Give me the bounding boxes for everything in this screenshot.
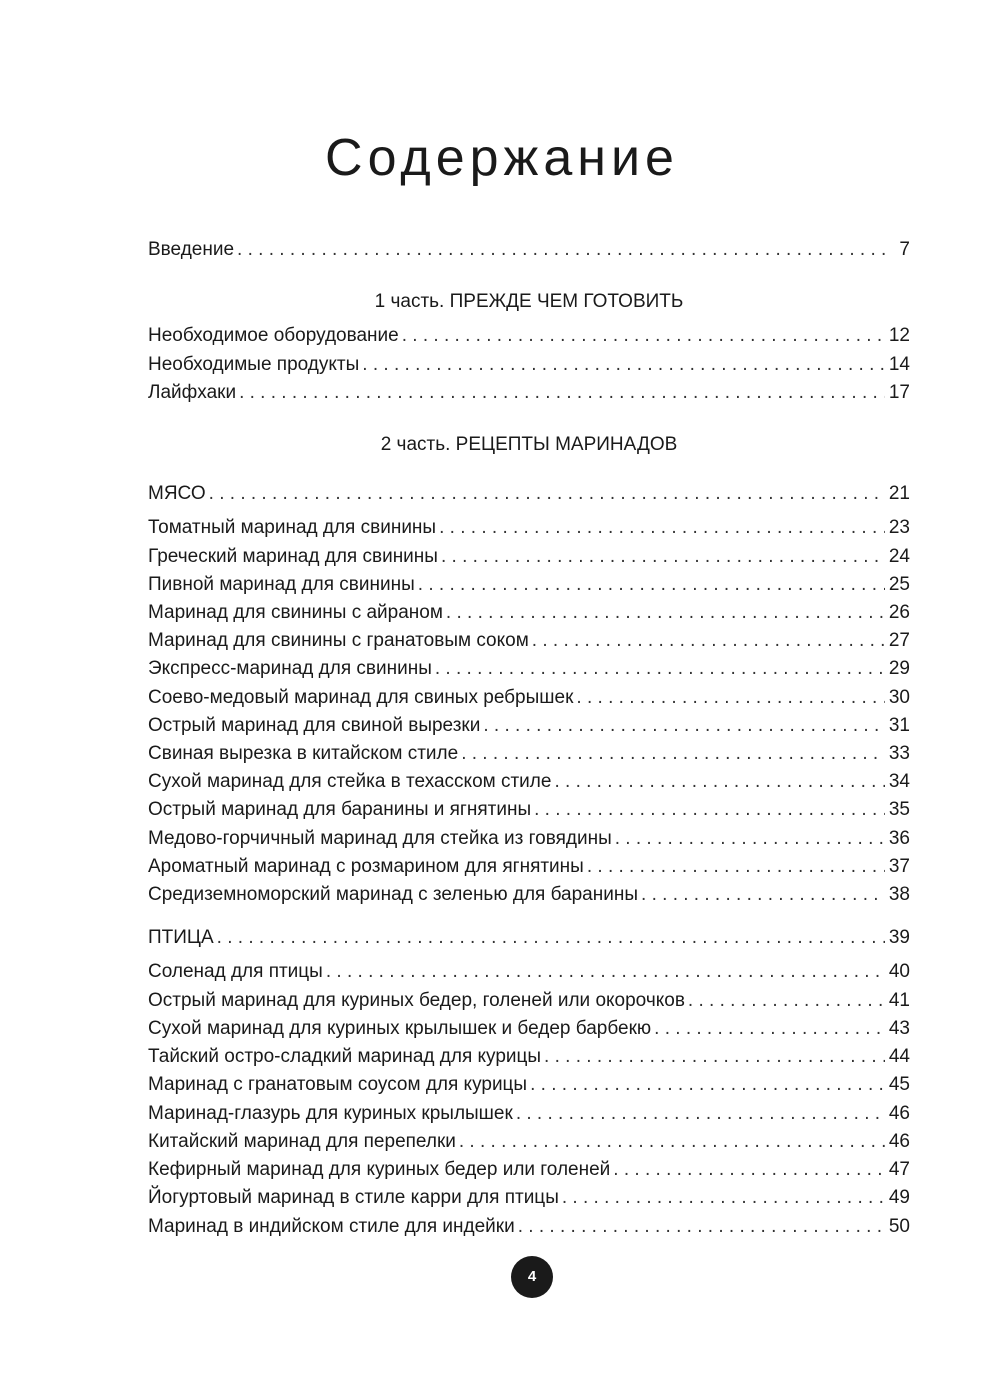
toc-entry-page: 46	[888, 1131, 910, 1152]
toc-entry-page: 47	[888, 1159, 910, 1180]
toc-entry-page: 50	[888, 1216, 910, 1237]
dot-leader	[641, 882, 885, 908]
toc-entry-title: Тайский остро-сладкий маринад для курицы	[148, 1046, 542, 1067]
toc-entry-title: Лайфхаки	[148, 382, 237, 403]
toc-entry-title: Острый маринад для куриных бедер, голеней или окорочков	[148, 990, 685, 1011]
toc-entry	[148, 544, 910, 570]
toc-entry	[148, 854, 910, 880]
toc-entry-title: Маринад в индийском стиле для индейки	[148, 1216, 515, 1237]
toc-entry-page: 45	[888, 1074, 910, 1095]
page-title: Содержание	[325, 129, 679, 187]
toc-entry	[148, 769, 910, 795]
toc-entry	[148, 959, 910, 985]
toc-entry	[148, 323, 910, 349]
toc-entry-page: 14	[888, 354, 910, 375]
dot-leader	[402, 323, 885, 349]
toc-entry-page: 30	[888, 687, 910, 708]
toc-entry-page: 40	[888, 961, 910, 982]
toc-entry-page: 26	[888, 602, 910, 623]
dot-leader	[441, 544, 885, 570]
dot-leader	[459, 1129, 885, 1155]
toc-entry	[148, 656, 910, 682]
toc-entry	[148, 1044, 910, 1070]
toc-entry	[148, 713, 910, 739]
dot-leader	[587, 854, 885, 880]
dot-leader	[435, 656, 885, 682]
toc-entry	[148, 797, 910, 823]
dot-leader	[418, 572, 885, 598]
toc-entry-title: Томатный маринад для свинины	[148, 517, 437, 538]
toc-entry	[148, 882, 910, 908]
toc-entry-page: 25	[888, 574, 910, 595]
toc-entry-title: Необходимое оборудование	[148, 325, 399, 346]
dot-leader	[483, 713, 885, 739]
toc-entry	[148, 1016, 910, 1042]
toc-entry-title: Экспресс-маринад для свинины	[148, 658, 432, 679]
toc-entry-title: Острый маринад для свиной вырезки	[148, 715, 481, 736]
toc-entry-page: 7	[899, 239, 910, 260]
toc-entry-page: 24	[888, 546, 910, 567]
toc-entry-page: 27	[888, 630, 910, 651]
toc-entry-title: Соленад для птицы	[148, 961, 323, 982]
toc-entry	[148, 600, 910, 626]
dot-leader	[576, 685, 885, 711]
toc-entry	[148, 685, 910, 711]
dot-leader	[532, 628, 885, 654]
part-2-heading: 2 часть. РЕЦЕПТЫ МАРИНАДОВ	[380, 434, 678, 455]
toc-entry	[148, 1101, 910, 1127]
dot-leader	[362, 352, 885, 378]
dot-leader	[534, 797, 885, 823]
toc-entry-title: Ароматный маринад с розмарином для ягнятины	[148, 856, 584, 877]
dot-leader	[613, 1157, 885, 1183]
dot-leader	[326, 959, 885, 985]
dot-leader	[544, 1044, 885, 1070]
part-1-heading: 1 часть. ПРЕЖДЕ ЧЕМ ГОТОВИТЬ	[374, 291, 684, 312]
dot-leader	[516, 1101, 885, 1127]
toc-entry-title: Сухой маринад для куриных крылышек и бедер барбекю	[148, 1018, 652, 1039]
table-of-contents	[148, 0, 910, 1388]
toc-entry	[148, 628, 910, 654]
toc-entry	[148, 380, 910, 406]
toc-entry	[148, 352, 910, 378]
toc-entry-title: Необходимые продукты	[148, 354, 360, 375]
dot-leader	[688, 988, 885, 1014]
toc-section-page: 39	[888, 927, 910, 948]
toc-entry	[148, 826, 910, 852]
toc-entry-page: 29	[888, 658, 910, 679]
toc-entry-title: Маринад для свинины с айраном	[148, 602, 443, 623]
toc-entry-title: Маринад-глазурь для куриных крылышек	[148, 1103, 513, 1124]
toc-entry-title: Маринад с гранатовым соусом для курицы	[148, 1074, 528, 1095]
toc-entry-title: Маринад для свинины с гранатовым соком	[148, 630, 529, 651]
dot-leader	[518, 1214, 885, 1240]
dot-leader	[237, 237, 885, 263]
toc-entry	[148, 1214, 910, 1240]
toc-entry	[148, 572, 910, 598]
toc-entry-title: Введение	[148, 239, 235, 260]
toc-entry-page: 41	[888, 990, 910, 1011]
toc-entry-title: Острый маринад для баранины и ягнятины	[148, 799, 532, 820]
dot-leader	[615, 826, 885, 852]
toc-entry-title: Сухой маринад для стейка в техасском стиле	[148, 771, 552, 792]
toc-entry-page: 38	[888, 884, 910, 905]
toc-entry	[148, 1185, 910, 1211]
dot-leader	[209, 481, 885, 507]
toc-entry-page: 17	[888, 382, 910, 403]
toc-section-poultry	[148, 925, 910, 951]
toc-entry-title: Соево-медовый маринад для свиных ребрышек	[148, 687, 574, 708]
toc-entry-title: Пивной маринад для свинины	[148, 574, 415, 595]
toc-entry	[148, 988, 910, 1014]
toc-entry-title: Медово-горчичный маринад для стейка из говядины	[148, 828, 612, 849]
toc-entry-page: 23	[888, 517, 910, 538]
toc-entry-title: Китайский маринад для перепелки	[148, 1131, 456, 1152]
toc-entry-page: 12	[888, 325, 910, 346]
toc-entry	[148, 1072, 910, 1098]
dot-leader	[554, 769, 885, 795]
toc-entry-title: Свиная вырезка в китайском стиле	[148, 743, 459, 764]
toc-entry-title: Кефирный маринад для куриных бедер или голеней	[148, 1159, 611, 1180]
toc-section-page: 21	[888, 483, 910, 504]
toc-section-title: МЯСО	[148, 483, 206, 504]
dot-leader	[239, 380, 885, 406]
toc-entry-page: 49	[888, 1187, 910, 1208]
toc-entry-title: Средиземноморский маринад с зеленью для баранины	[148, 884, 639, 905]
toc-entry-page: 35	[888, 799, 910, 820]
toc-section-title: ПТИЦА	[148, 927, 214, 948]
toc-entry-page: 43	[888, 1018, 910, 1039]
dot-leader	[530, 1072, 885, 1098]
dot-leader	[461, 741, 885, 767]
toc-entry-title: Греческий маринад для свинины	[148, 546, 438, 567]
toc-entry-page: 31	[888, 715, 910, 736]
toc-entry-page: 37	[888, 856, 910, 877]
dot-leader	[446, 600, 885, 626]
toc-entry-page: 36	[888, 828, 910, 849]
toc-entry	[148, 1157, 910, 1183]
toc-entry-page: 33	[888, 743, 910, 764]
toc-entry-page: 44	[888, 1046, 910, 1067]
dot-leader	[654, 1016, 885, 1042]
toc-entry-page: 34	[888, 771, 910, 792]
dot-leader	[562, 1185, 885, 1211]
dot-leader	[439, 515, 885, 541]
toc-entry-title: Йогуртовый маринад в стиле карри для птицы	[148, 1187, 559, 1208]
toc-entry	[148, 1129, 910, 1155]
page-number-badge: 4	[511, 1256, 553, 1298]
dot-leader	[217, 925, 885, 951]
toc-section-meat	[148, 481, 910, 507]
toc-entry	[148, 741, 910, 767]
toc-entry-page: 46	[888, 1103, 910, 1124]
toc-entry	[148, 515, 910, 541]
toc-entry-intro	[148, 237, 910, 263]
